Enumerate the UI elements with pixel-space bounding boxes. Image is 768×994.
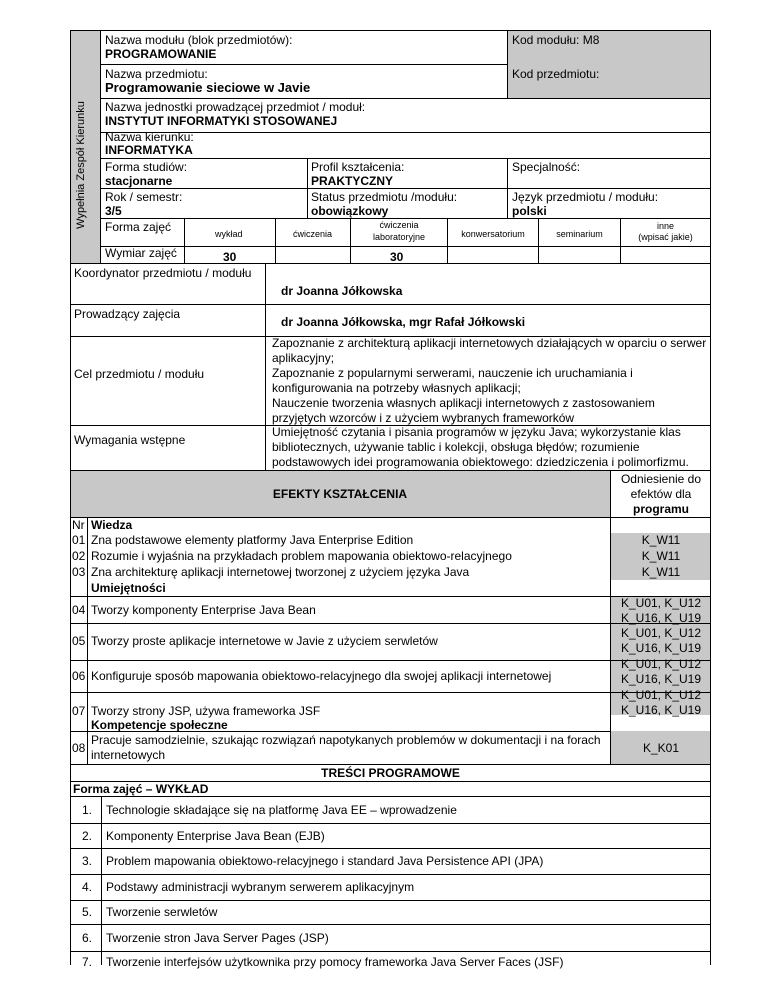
field-label: Nazwa kierunku: xyxy=(105,130,194,144)
effect-text-04: Tworzy komponenty Enterprise Java Bean xyxy=(91,603,316,617)
status-value: obowiązkowy xyxy=(311,204,389,218)
subject-code: Kod przedmiotu: xyxy=(512,67,600,81)
requirements-text: Umiejętność czytania i pisania programów w języku Java; wykorzystanie klas bibliotecznych, używanie tablic i kolekcji, obsługa błędów; rozumienie podstawowych idei programowania obiektowego: dziedziczenia i polimorfizmu. xyxy=(272,425,689,469)
class-type-seminar: seminarium xyxy=(556,229,603,239)
study-form-value: stacjonarne xyxy=(105,174,173,188)
side-label: Wypełnia Zespół Kierunku xyxy=(75,101,87,229)
class-type-lab-line2: laboratoryjne xyxy=(372,232,426,242)
effect-ref-04a: K_U01, K_U12 xyxy=(620,596,702,610)
content-form-label: Forma zajęć – WYKŁAD xyxy=(73,782,209,796)
effect-text-08-line2: internetowych xyxy=(91,748,166,762)
effect-text-05: Tworzy proste aplikacje internetowe w Javie z użyciem serwletów xyxy=(91,634,438,648)
profile-label: Profil kształcenia: xyxy=(311,160,405,174)
content-item-number: 1. xyxy=(82,803,93,817)
module-label: Nazwa modułu (blok przedmiotów): xyxy=(105,33,293,47)
class-form-label: Forma zajęć xyxy=(105,220,172,234)
language-value: polski xyxy=(512,204,547,218)
requirements-label: Wymagania wstępne xyxy=(74,433,186,447)
effect-ref-01: K_W11 xyxy=(641,533,681,547)
teachers-value: dr Joanna Jółkowska, mgr Rafał Jółkowski xyxy=(281,315,526,329)
content-item-text: Problem mapowania obiektowo-relacyjnego i standard Java Persistence API (JPA) xyxy=(106,854,544,868)
content-item-text: Tworzenie serwletów xyxy=(106,905,218,919)
effect-text-08-line1: Pracuje samodzielnie, szukając rozwiązań napotykanych problemów w dokumentacji i na forach xyxy=(91,733,601,747)
class-type-exercises: ćwiczenia xyxy=(293,229,333,239)
class-type-lecture: wykład xyxy=(215,229,243,239)
effect-nr-07: 07 xyxy=(72,704,86,718)
effect-ref-07a: K_U01, K_U12 xyxy=(620,688,702,702)
content-item-number: 4. xyxy=(82,880,93,894)
class-hours-label: Wymiar zajęć xyxy=(105,246,177,260)
coordinator-label: Koordynator przedmiotu / modułu xyxy=(74,266,252,280)
content-item-text: Tworzenie interfejsów użytkownika przy pomocy frameworka Java Server Faces (JSF) xyxy=(106,955,564,969)
effect-nr-02: 02 xyxy=(72,549,86,563)
content-item-number: 5. xyxy=(82,905,93,919)
effect-text-02: Rozumie i wyjaśnia na przykładach problem mapowania obiektowo-relacyjnego xyxy=(91,549,512,563)
competence-header: Kompetencje społeczne xyxy=(91,718,228,732)
study-form-label: Forma studiów: xyxy=(105,160,188,174)
effect-ref-07b: K_U16, K_U19 xyxy=(620,703,702,717)
hours-lab: 30 xyxy=(390,250,404,264)
content-item-number: 7. xyxy=(82,955,93,969)
subject-value: Programowanie sieciowe w Javie xyxy=(105,80,311,95)
module-code: Kod modułu: M8 xyxy=(512,33,600,47)
class-type-conversation: konwersatorium xyxy=(461,229,525,239)
effect-ref-03: K_W11 xyxy=(641,565,681,579)
hours-lecture: 30 xyxy=(223,250,237,264)
field-value: INFORMATYKA xyxy=(105,143,193,157)
effect-ref-02: K_W11 xyxy=(641,549,681,563)
effect-ref-06a: K_U01, K_U12 xyxy=(620,657,702,671)
effect-text-03: Zna architekturę aplikacji internetowej tworzonej z użyciem języka Java xyxy=(91,565,470,579)
content-item-text: Tworzenie stron Java Server Pages (JSP) xyxy=(106,931,329,945)
content-item-text: Technologie składające się na platformę Java EE – wprowadzenie xyxy=(106,803,457,817)
effect-ref-08: K_K01 xyxy=(642,741,680,755)
profile-value: PRAKTYCZNY xyxy=(311,174,394,188)
goal-text: Zapoznanie z architekturą aplikacji internetowych działających w oparciu o serwer aplikacyjny; Zapoznanie z popularnymi serwerami, nauczenie ich uruchamiania i konfigurowania na potrzeby własnych aplikacji; Nauczenie tworzenia własnych aplikacji internetowych z zastosowaniem przyjętych wzorców i z użyciem wybranych frameworków xyxy=(272,336,707,425)
effect-nr-08: 08 xyxy=(72,741,86,755)
effect-text-01: Zna podstawowe elementy platformy Java Enterprise Edition xyxy=(91,533,414,547)
content-item-number: 2. xyxy=(82,829,93,843)
effect-text-07: Tworzy strony JSP, używa frameworka JSF xyxy=(91,704,321,718)
effect-ref-05a: K_U01, K_U12 xyxy=(620,626,702,640)
status-label: Status przedmiotu /modułu: xyxy=(311,190,458,204)
skills-header: Umiejętności xyxy=(91,581,166,595)
effect-nr-01: 01 xyxy=(72,533,86,547)
content-item-number: 6. xyxy=(82,931,93,945)
goal-label: Cel przedmiotu / modułu xyxy=(74,367,205,381)
unit-label: Nazwa jednostki prowadzącej przedmiot / moduł: xyxy=(105,100,366,114)
effect-nr-04: 04 xyxy=(72,603,86,617)
effect-nr-05: 05 xyxy=(72,634,86,648)
effect-ref-05b: K_U16, K_U19 xyxy=(620,641,702,655)
teachers-label: Prowadzący zajęcia xyxy=(74,307,181,321)
content-item-number: 3. xyxy=(82,854,93,868)
effects-title: EFEKTY KSZTAŁCENIA xyxy=(272,487,408,501)
content-title: TREŚCI PROGRAMOWE xyxy=(321,766,460,780)
class-type-lab-line1: ćwiczenia xyxy=(379,220,419,230)
effects-ref-line2: efektów dla xyxy=(630,487,692,501)
effect-ref-06b: K_U16, K_U19 xyxy=(620,672,702,686)
year-label: Rok / semestr: xyxy=(105,190,183,204)
effect-nr-03: 03 xyxy=(72,565,86,579)
nr-label: Nr xyxy=(72,518,85,532)
coordinator-value: dr Joanna Jółkowska xyxy=(281,284,403,298)
subject-label: Nazwa przedmiotu: xyxy=(105,67,208,81)
module-value: PROGRAMOWANIE xyxy=(105,47,217,61)
language-label: Język przedmiotu / modułu: xyxy=(512,190,659,204)
unit-value: INSTYTUT INFORMATYKI STOSOWANEJ xyxy=(105,114,338,128)
effects-ref-line3: programu xyxy=(632,502,689,516)
knowledge-header: Wiedza xyxy=(91,518,133,532)
content-item-text: Podstawy administracji wybranym serwerem aplikacyjnym xyxy=(106,880,415,894)
class-type-other-line1: inne xyxy=(656,221,674,231)
effect-text-06: Konfiguruje sposób mapowania obiektowo-relacyjnego dla swojej aplikacji internetowej xyxy=(91,669,552,683)
effects-ref-line1: Odniesienie do xyxy=(620,472,702,486)
effect-nr-06: 06 xyxy=(72,669,86,683)
year-value: 3/5 xyxy=(105,204,122,218)
content-item-text: Komponenty Enterprise Java Bean (EJB) xyxy=(106,829,325,843)
effect-ref-04b: K_U16, K_U19 xyxy=(620,611,702,625)
class-type-other-line2: (wpisać jakie) xyxy=(638,232,693,242)
specialty-label: Specjalność: xyxy=(512,160,581,174)
